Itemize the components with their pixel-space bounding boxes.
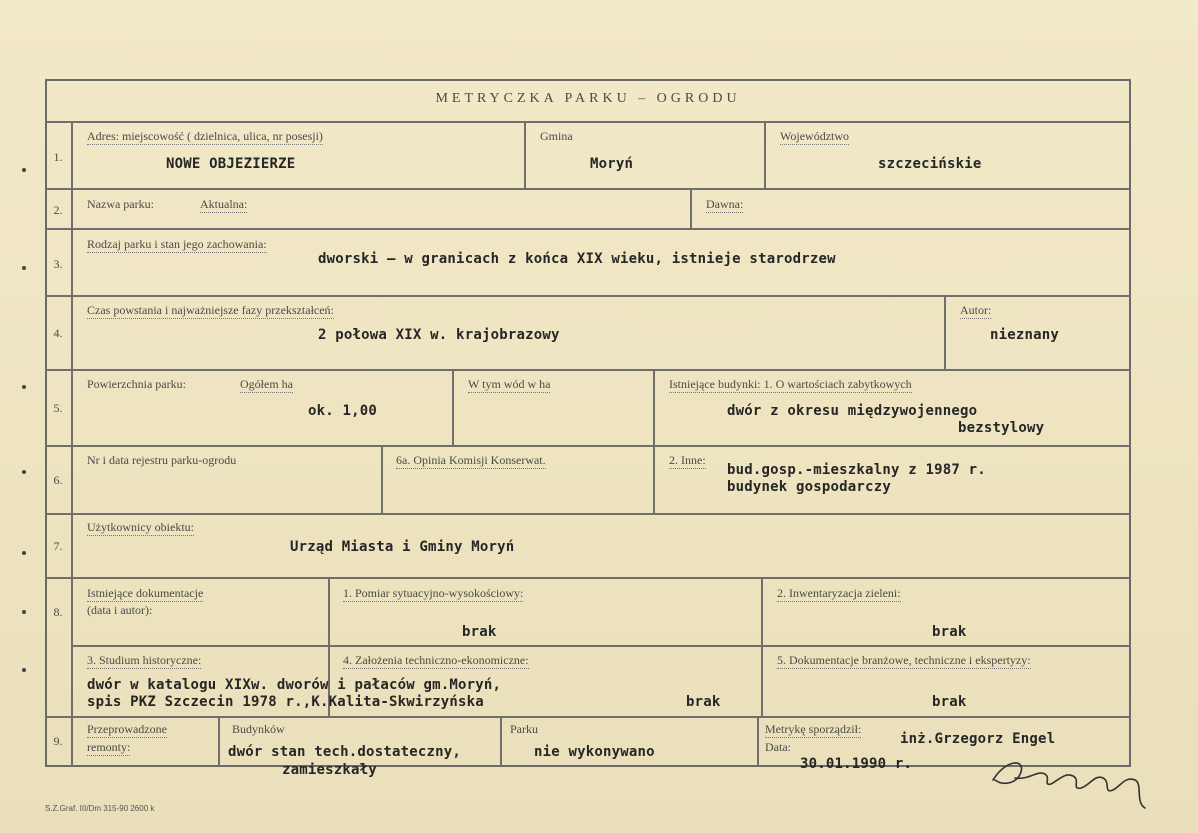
origin-value: 2 połowa XIX w. krajobrazowy xyxy=(318,327,560,343)
rule xyxy=(45,121,1131,123)
handwritten-signature xyxy=(985,750,1155,815)
rule xyxy=(381,445,383,513)
margin-mark xyxy=(22,668,26,672)
history-study-label: 3. Studium historyczne: xyxy=(87,653,202,667)
tech-econ-value: brak xyxy=(686,694,721,710)
row-number: 8. xyxy=(53,605,63,619)
rule xyxy=(218,716,220,767)
prepared-by-value: inż.Grzegorz Engel xyxy=(900,731,1056,747)
users-value: Urząd Miasta i Gminy Moryń xyxy=(290,539,515,555)
greenery-value: brak xyxy=(932,624,967,640)
water-ha-label: W tym wód w ha xyxy=(468,377,551,391)
date-value: 30.01.1990 r. xyxy=(800,756,913,772)
park-renov-value: nie wykonywano xyxy=(534,744,655,760)
rule xyxy=(45,577,1131,579)
margin-mark xyxy=(22,168,26,172)
rule xyxy=(45,188,1131,190)
former-name-label: Dawna: xyxy=(706,197,744,211)
rule xyxy=(73,645,1131,647)
commission-opinion-label: 6a. Opinia Komisji Konserwat. xyxy=(396,453,546,467)
users-label: Użytkownicy obiektu: xyxy=(87,520,194,534)
rule xyxy=(45,228,1131,230)
buildings-label: Istniejące budynki: 1. O wartościach zabytkowych xyxy=(669,377,912,391)
rule xyxy=(500,716,502,767)
documentation-sublabel: (data i autor): xyxy=(87,603,153,617)
rule xyxy=(944,295,946,369)
author-label: Autor: xyxy=(960,303,992,317)
register-label: Nr i data rejestru parku-ogrodu xyxy=(87,453,237,467)
gmina-value: Moryń xyxy=(590,156,634,172)
expertise-value: brak xyxy=(932,694,967,710)
renovations-sublabel: remonty: xyxy=(87,740,131,754)
address-value: NOWE OBJEZIERZE xyxy=(166,156,296,172)
survey-value: brak xyxy=(462,624,497,640)
rule xyxy=(452,369,454,445)
margin-mark xyxy=(22,385,26,389)
greenery-label: 2. Inwentaryzacja zieleni: xyxy=(777,586,901,600)
total-ha-label: Ogółem ha xyxy=(240,377,293,391)
rule xyxy=(690,188,692,228)
rule xyxy=(653,369,655,513)
buildings-renov-value-1: dwór stan tech.dostateczny, xyxy=(228,744,461,760)
voivodeship-value: szczecińskie xyxy=(878,156,982,172)
rule xyxy=(45,369,1131,371)
row-number: 5. xyxy=(53,401,63,415)
margin-mark xyxy=(22,266,26,270)
history-study-value-2: spis PKZ Szczecin 1978 r.,K.Kalita-Skwirzyńska xyxy=(87,694,484,710)
rule xyxy=(761,577,763,716)
buildings-value-1: dwór z okresu międzywojennego xyxy=(727,403,978,419)
row-number: 7. xyxy=(53,539,63,553)
renovations-label: Przeprowadzone xyxy=(87,722,167,736)
expertise-label: 5. Dokumentacje branżowe, techniczne i ekspertyzy: xyxy=(777,653,1031,667)
rule xyxy=(45,513,1131,515)
margin-mark xyxy=(22,470,26,474)
row-number: 6. xyxy=(53,473,63,487)
prepared-by-label: Metrykę sporządził: xyxy=(765,722,862,736)
origin-label: Czas powstania i najważniejsze fazy przekształceń: xyxy=(87,303,334,317)
park-name-label: Nazwa parku: xyxy=(87,197,154,211)
row-number: 2. xyxy=(53,203,63,217)
current-name-label: Aktualna: xyxy=(200,197,248,211)
rule xyxy=(45,295,1131,297)
buildings-renov-value-2: zamieszkały xyxy=(282,762,377,778)
print-code: S.Z.Graf. III/Dm 315-90 2600 k xyxy=(45,804,155,813)
rule xyxy=(71,121,73,767)
rule xyxy=(45,445,1131,447)
voivodeship-label: Województwo xyxy=(780,129,850,143)
area-value: ok. 1,00 xyxy=(308,403,378,419)
tech-econ-label: 4. Założenia techniczno-ekonomiczne: xyxy=(343,653,529,667)
row-number: 1. xyxy=(53,150,63,164)
park-type-value: dworski – w granicach z końca XIX wieku, istnieje starodrzew xyxy=(318,251,836,267)
rule xyxy=(45,716,1131,718)
address-label: Adres: miejscowość ( dzielnica, ulica, nr posesji) xyxy=(87,129,323,143)
other-buildings-value-2: budynek gospodarczy xyxy=(727,479,891,495)
row-number: 4. xyxy=(53,326,63,340)
form-title: METRYCZKA PARKU – OGRODU xyxy=(435,91,741,106)
rule xyxy=(764,121,766,188)
row-number: 9. xyxy=(53,734,63,748)
rule xyxy=(524,121,526,188)
buildings-renov-label: Budynków xyxy=(232,722,285,736)
documentation-label: Istniejące dokumentacje xyxy=(87,586,204,600)
other-buildings-label: 2. Inne: xyxy=(669,453,706,467)
rule xyxy=(757,716,759,767)
margin-mark xyxy=(22,551,26,555)
history-study-value-1: dwór w katalogu XIXw. dworów i pałaców gm.Moryń, xyxy=(87,677,502,693)
author-value: nieznany xyxy=(990,327,1060,343)
area-label: Powierzchnia parku: xyxy=(87,377,186,391)
margin-mark xyxy=(22,610,26,614)
park-renov-label: Parku xyxy=(510,722,538,736)
date-label: Data: xyxy=(765,740,791,754)
other-buildings-value-1: bud.gosp.-mieszkalny z 1987 r. xyxy=(727,462,986,478)
buildings-value-2: bezstylowy xyxy=(958,420,1045,436)
survey-label: 1. Pomiar sytuacyjno-wysokościowy: xyxy=(343,586,524,600)
row-number: 3. xyxy=(53,257,63,271)
gmina-label: Gmina xyxy=(540,129,573,143)
park-type-label: Rodzaj parku i stan jego zachowania: xyxy=(87,237,267,251)
